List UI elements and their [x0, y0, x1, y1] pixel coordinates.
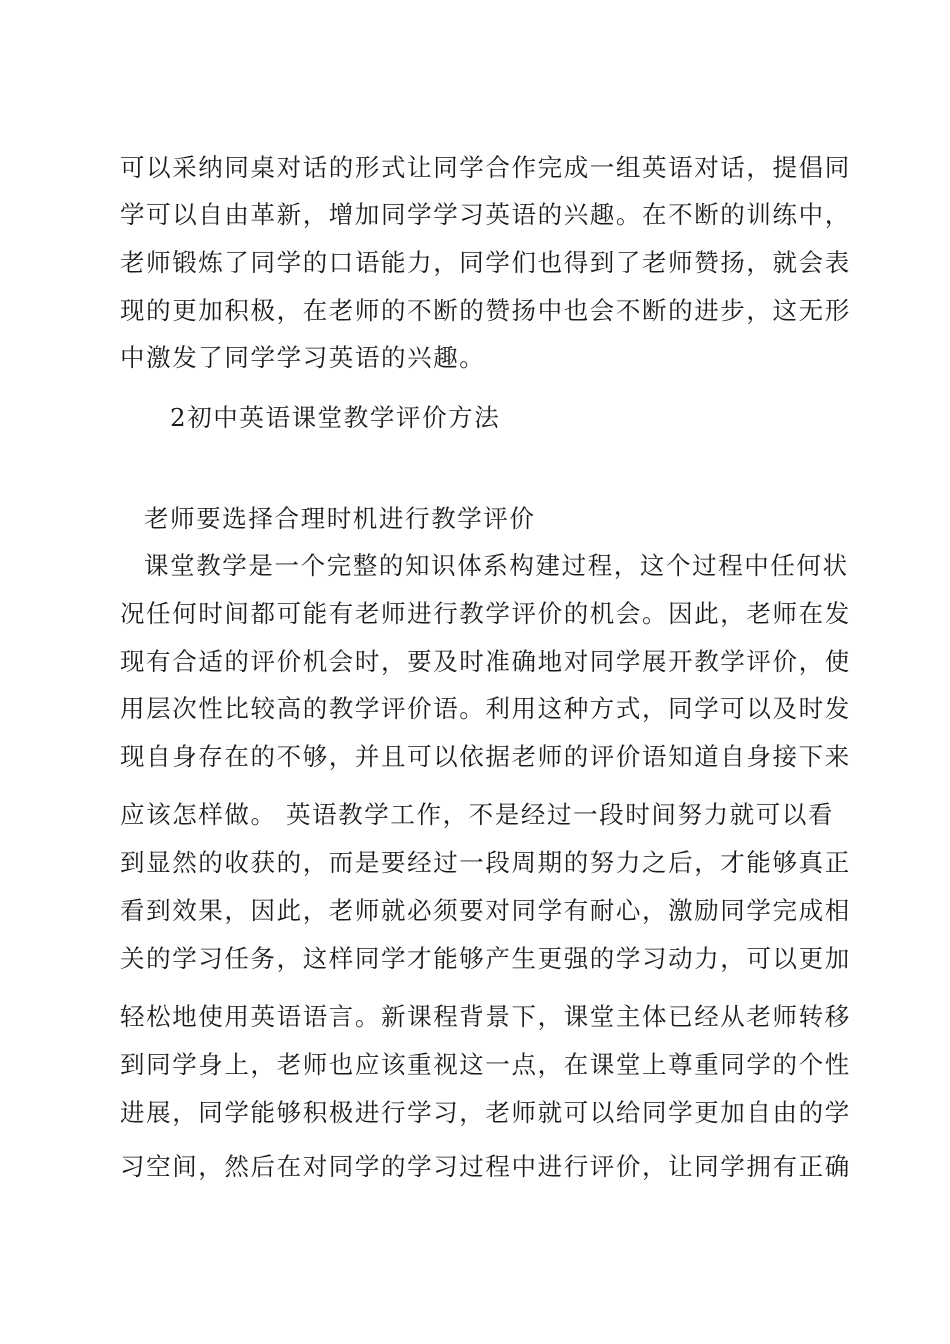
section-heading: 2初中英语课堂教学评价方法: [170, 403, 501, 432]
text-line: 用层次性比较高的教学评价语。利用这种方式，同学可以及时发: [120, 694, 851, 723]
text-line: 进展，同学能够积极进行学习，老师就可以给同学更加自由的学: [120, 1098, 851, 1127]
text-line: 况任何时间都可能有老师进行教学评价的机会。因此，老师在发: [120, 599, 851, 628]
text-line: 中激发了同学学习英语的兴趣。: [120, 343, 486, 372]
text-line: 到同学身上，老师也应该重视这一点，在课堂上尊重同学的个性: [120, 1050, 851, 1079]
text-line: 应该怎样做。 英语教学工作，不是经过一段时间努力就可以看: [120, 800, 835, 829]
text-line: 现的更加积极，在老师的不断的赞扬中也会不断的进步，这无形: [120, 296, 851, 325]
text-line: 课堂教学是一个完整的知识体系构建过程，这个过程中任何状: [144, 551, 849, 580]
text-line: 关的学习任务，这样同学才能够产生更强的学习动力，可以更加: [120, 944, 851, 973]
text-line: 到显然的收获的，而是要经过一段周期的努力之后，才能够真正: [120, 848, 851, 877]
text-line: 老师锻炼了同学的口语能力，同学们也得到了老师赞扬，就会表: [120, 248, 851, 277]
text-line: 轻松地使用英语语言。新课程背景下，课堂主体已经从老师转移: [120, 1002, 851, 1031]
text-line: 学可以自由革新，增加同学学习英语的兴趣。在不断的训练中，: [120, 200, 851, 229]
text-line: 现自身存在的不够，并且可以依据老师的评价语知道自身接下来: [120, 742, 851, 771]
text-line: 现有合适的评价机会时，要及时准确地对同学展开教学评价，使: [120, 647, 851, 676]
text-line: 习空间，然后在对同学的学习过程中进行评价，让同学拥有正确: [120, 1152, 851, 1181]
text-line: 看到效果，因此，老师就必须要对同学有耐心，激励同学完成相: [120, 896, 851, 925]
subsection-heading: 老师要选择合理时机进行教学评价: [144, 504, 536, 533]
text-line: 可以采纳同桌对话的形式让同学合作完成一组英语对话，提倡同: [120, 153, 851, 182]
